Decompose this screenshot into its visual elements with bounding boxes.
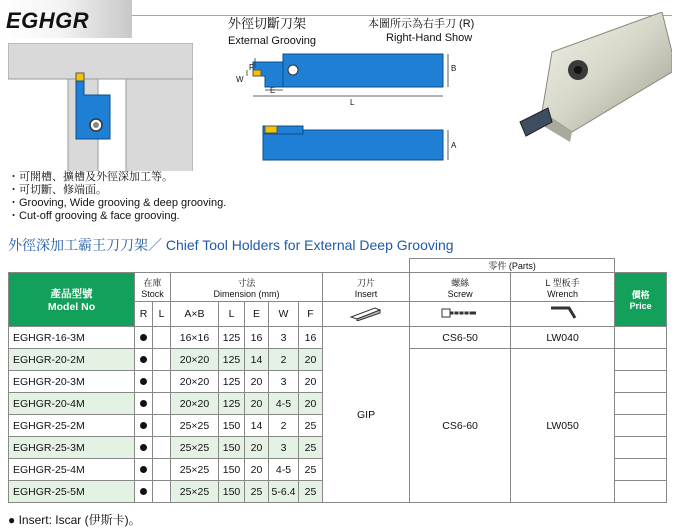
stock-dot-icon	[140, 356, 147, 363]
price-cell	[615, 327, 667, 349]
feature-item: ・Cut-off grooving & face grooving.	[8, 210, 180, 222]
price-cell	[615, 349, 667, 371]
holder-mounting-illustration	[8, 43, 193, 171]
feature-item: ・Grooving, Wide grooving & deep grooving.	[8, 197, 227, 209]
stock-dot-icon	[140, 444, 147, 451]
table-row: EGHGR-25-4M 25×25 150 20 4-5 25	[9, 459, 667, 481]
col-length: L	[219, 302, 245, 327]
insert-icon	[323, 302, 410, 327]
table-row: EGHGR-16-3M 16×16 125 16 3 16 GIP CS6-50 LW040	[9, 327, 667, 349]
insert-value: GIP	[323, 327, 410, 503]
wrench-header: L 型板手 Wrench	[511, 273, 615, 302]
wrench-icon	[511, 302, 615, 327]
stock-dot-icon	[140, 466, 147, 473]
table-row: EGHGR-25-5M 25×25 150 25 5-6.4 25	[9, 481, 667, 503]
feature-list	[8, 171, 226, 223]
col-e: E	[245, 302, 269, 327]
price-cell	[615, 415, 667, 437]
wrench-value: LW040	[511, 327, 615, 349]
grooving-caption-zh: 外徑切斷刀架	[228, 16, 307, 31]
spec-table	[8, 258, 667, 503]
col-w: W	[269, 302, 299, 327]
section-heading: 外徑深加工霸王刀刀架／ Chief Tool Holders for External Deep Grooving	[8, 237, 454, 253]
product-photo	[512, 12, 672, 157]
stock-dot-icon	[140, 488, 147, 495]
col-axb: A×B	[171, 302, 219, 327]
col-l: L	[153, 302, 171, 327]
dimension-diagram	[225, 48, 460, 166]
screw-value: CS6-60	[410, 349, 511, 503]
table-row: EGHGR-25-2M 25×25 150 14 2 25	[9, 415, 667, 437]
screw-value: CS6-50	[410, 327, 511, 349]
dim-label-w: W	[236, 75, 244, 84]
screw-icon	[410, 302, 511, 327]
feature-item: ・可切斷、修端面。	[8, 184, 107, 196]
stock-header: 在庫 Stock	[135, 273, 171, 302]
hand-caption-en: Right-Hand Show	[386, 32, 473, 44]
table-row: EGHGR-25-3M 25×25 150 20 3 25	[9, 437, 667, 459]
insert-footnote: ● Insert: Iscar (伊斯卡)。	[8, 513, 141, 527]
page-title: EGHGR	[6, 8, 90, 33]
dim-label-e: E	[270, 86, 276, 95]
stock-dot-icon	[140, 378, 147, 385]
price-cell	[615, 459, 667, 481]
insert-header: 刀片 Insert	[323, 273, 410, 302]
hand-caption-zh: 本圖所示為右手刀 (R)	[368, 18, 475, 30]
table-row: EGHGR-20-3M 20×20 125 20 3 20	[9, 371, 667, 393]
grooving-caption-en: External Grooving	[228, 35, 317, 47]
dim-label-a: A	[451, 141, 457, 150]
price-cell	[615, 371, 667, 393]
table-row: EGHGR-20-2M 20×20 125 14 2 20 CS6-60 LW050	[9, 349, 667, 371]
dim-label-f: F	[249, 63, 254, 72]
table-row: EGHGR-20-4M 20×20 125 20 4-5 20	[9, 393, 667, 415]
wrench-value: LW050	[511, 349, 615, 503]
stock-dot-icon	[140, 422, 147, 429]
stock-dot-icon	[140, 334, 147, 341]
feature-item: ・可開槽、擴槽及外徑深加工等。	[8, 171, 173, 183]
price-header: 價格 Price	[615, 273, 667, 327]
screw-header: 螺絲 Screw	[410, 273, 511, 302]
dim-label-l: L	[350, 98, 355, 107]
dim-label-b: B	[451, 64, 457, 73]
price-cell	[615, 393, 667, 415]
col-r: R	[135, 302, 153, 327]
dimension-header: 寸法 Dimension (mm)	[171, 273, 323, 302]
parts-header: 零件 (Parts)	[410, 259, 615, 273]
model-header: 產品型號 Model No	[9, 273, 135, 327]
price-cell	[615, 481, 667, 503]
col-f: F	[299, 302, 323, 327]
price-cell	[615, 437, 667, 459]
stock-dot-icon	[140, 400, 147, 407]
